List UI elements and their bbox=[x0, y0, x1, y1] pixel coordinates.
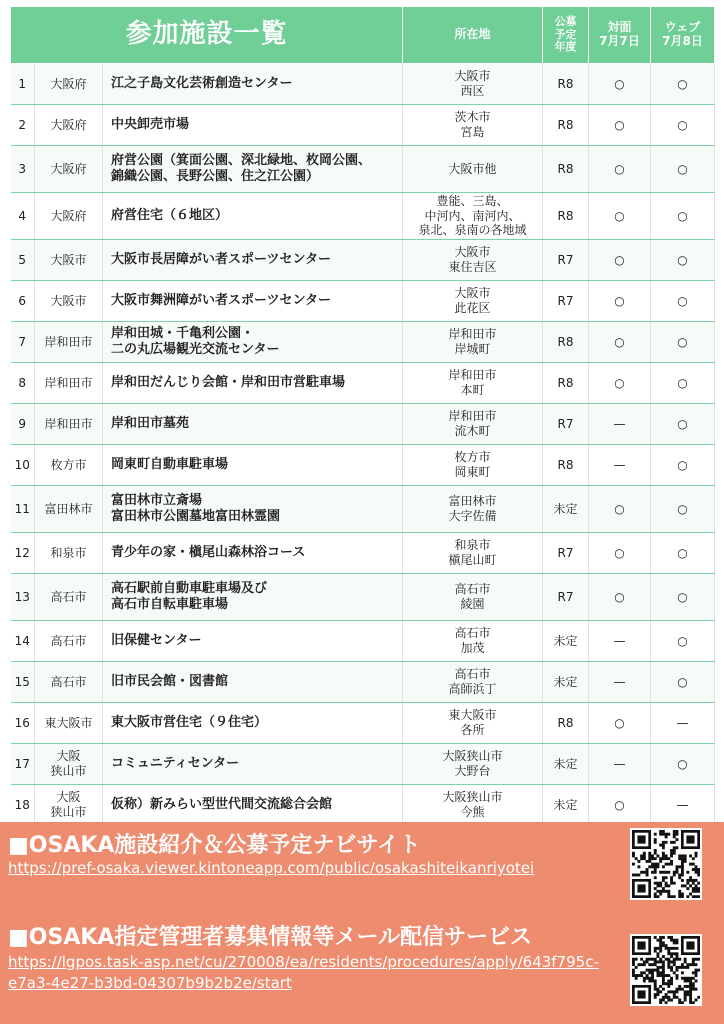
row-facility-name: 旧保健センター bbox=[103, 621, 403, 662]
row-number: 7 bbox=[11, 322, 35, 363]
row-number: 9 bbox=[11, 404, 35, 445]
row-facility-name: 岸和田城・千亀利公園・ 二の丸広場観光交流センター bbox=[103, 322, 403, 363]
row-in-person-mark: — bbox=[589, 621, 651, 662]
row-location: 東大阪市 各所 bbox=[403, 703, 543, 744]
row-web-mark: ○ bbox=[651, 64, 715, 105]
row-number: 16 bbox=[11, 703, 35, 744]
row-in-person-mark: ○ bbox=[589, 281, 651, 322]
row-government: 高石市 bbox=[35, 574, 103, 621]
row-government: 大阪市 bbox=[35, 281, 103, 322]
row-web-mark: ○ bbox=[651, 486, 715, 533]
row-recruitment-year: 未定 bbox=[543, 621, 589, 662]
row-in-person-mark: ○ bbox=[589, 64, 651, 105]
row-number: 4 bbox=[11, 193, 35, 240]
row-web-mark: ○ bbox=[651, 322, 715, 363]
row-number: 5 bbox=[11, 240, 35, 281]
row-government: 大阪 狭山市 bbox=[35, 744, 103, 785]
row-in-person-mark: ○ bbox=[589, 703, 651, 744]
row-location: 大阪狭山市 今熊 bbox=[403, 785, 543, 826]
row-in-person-mark: — bbox=[589, 404, 651, 445]
row-number: 18 bbox=[11, 785, 35, 826]
table-row bbox=[11, 64, 715, 105]
row-recruitment-year: R8 bbox=[543, 322, 589, 363]
row-facility-name: 江之子島文化芸術創造センター bbox=[103, 64, 403, 105]
row-number: 14 bbox=[11, 621, 35, 662]
row-facility-name: 富田林市立斎場 富田林市公園墓地富田林霊園 bbox=[103, 486, 403, 533]
row-web-mark: ○ bbox=[651, 240, 715, 281]
row-web-mark: ○ bbox=[651, 363, 715, 404]
row-in-person-mark: ○ bbox=[589, 146, 651, 193]
table-row bbox=[11, 662, 715, 703]
row-government: 東大阪市 bbox=[35, 703, 103, 744]
row-facility-name: コミュニティセンター bbox=[103, 744, 403, 785]
row-facility-name: 府営公園（箕面公園、深北緑地、枚岡公園、 錦織公園、長野公園、住之江公園） bbox=[103, 146, 403, 193]
row-in-person-mark: ○ bbox=[589, 486, 651, 533]
table-header-row bbox=[11, 7, 715, 64]
row-web-mark: ○ bbox=[651, 744, 715, 785]
row-web-mark: ○ bbox=[651, 193, 715, 240]
row-location: 岸和田市 本町 bbox=[403, 363, 543, 404]
row-location: 茨木市 宮島 bbox=[403, 105, 543, 146]
table-row bbox=[11, 281, 715, 322]
row-location: 豊能、三島、 中河内、南河内、 泉北、泉南の各地域 bbox=[403, 193, 543, 240]
mail-service-link[interactable]: https://lgpos.task-asp.net/cu/270008/ea/residents/procedures/apply/643f795c-e7a3-4e27-b3bd-04307b9b2b2e/start bbox=[8, 953, 599, 992]
location-header: 所在地 bbox=[403, 7, 543, 64]
row-recruitment-year: R8 bbox=[543, 445, 589, 486]
row-recruitment-year: 未定 bbox=[543, 785, 589, 826]
facility-table bbox=[10, 6, 715, 826]
row-location: 高石市 高師浜丁 bbox=[403, 662, 543, 703]
row-web-mark: ○ bbox=[651, 105, 715, 146]
row-government: 岸和田市 bbox=[35, 404, 103, 445]
row-location: 大阪市他 bbox=[403, 146, 543, 193]
navi-site-title: ■OSAKA施設紹介＆公募予定ナビサイト bbox=[8, 833, 421, 858]
row-web-mark: ○ bbox=[651, 146, 715, 193]
row-location: 枚方市 岡東町 bbox=[403, 445, 543, 486]
row-location: 大阪狭山市 大野台 bbox=[403, 744, 543, 785]
row-number: 3 bbox=[11, 146, 35, 193]
row-location: 高石市 綾園 bbox=[403, 574, 543, 621]
row-web-mark: ○ bbox=[651, 533, 715, 574]
row-number: 8 bbox=[11, 363, 35, 404]
table-row bbox=[11, 445, 715, 486]
row-recruitment-year: R8 bbox=[543, 146, 589, 193]
row-in-person-mark: ○ bbox=[589, 322, 651, 363]
row-in-person-mark: — bbox=[589, 445, 651, 486]
row-facility-name: 府営住宅（６地区） bbox=[103, 193, 403, 240]
row-in-person-mark: ○ bbox=[589, 105, 651, 146]
table-row bbox=[11, 193, 715, 240]
row-facility-name: 仮称）新みらい型世代間交流総合会館 bbox=[103, 785, 403, 826]
row-recruitment-year: R8 bbox=[543, 105, 589, 146]
table-row bbox=[11, 703, 715, 744]
row-facility-name: 大阪市舞洲障がい者スポーツセンター bbox=[103, 281, 403, 322]
table-row bbox=[11, 621, 715, 662]
row-recruitment-year: R7 bbox=[543, 404, 589, 445]
row-web-mark: — bbox=[651, 785, 715, 826]
row-recruitment-year: R8 bbox=[543, 703, 589, 744]
row-location: 岸和田市 流木町 bbox=[403, 404, 543, 445]
row-in-person-mark: — bbox=[589, 744, 651, 785]
recruitment-year-header: 公募 予定 年度 bbox=[543, 7, 589, 64]
row-facility-name: 中央卸売市場 bbox=[103, 105, 403, 146]
web-header: ウェブ 7月8日 bbox=[651, 7, 715, 64]
row-government: 大阪府 bbox=[35, 64, 103, 105]
row-web-mark: ○ bbox=[651, 621, 715, 662]
table-row bbox=[11, 574, 715, 621]
table-row bbox=[11, 146, 715, 193]
table-row bbox=[11, 785, 715, 826]
row-web-mark: — bbox=[651, 703, 715, 744]
row-government: 大阪 狭山市 bbox=[35, 785, 103, 826]
in-person-header: 対面 7月7日 bbox=[589, 7, 651, 64]
table-row bbox=[11, 322, 715, 363]
row-number: 10 bbox=[11, 445, 35, 486]
table-row bbox=[11, 240, 715, 281]
row-number: 1 bbox=[11, 64, 35, 105]
row-number: 12 bbox=[11, 533, 35, 574]
row-facility-name: 青少年の家・槇尾山森林浴コース bbox=[103, 533, 403, 574]
table-row bbox=[11, 533, 715, 574]
row-recruitment-year: R8 bbox=[543, 64, 589, 105]
table-row bbox=[11, 363, 715, 404]
table-row bbox=[11, 105, 715, 146]
table-row bbox=[11, 404, 715, 445]
row-in-person-mark: ○ bbox=[589, 193, 651, 240]
row-government: 岸和田市 bbox=[35, 363, 103, 404]
row-government: 富田林市 bbox=[35, 486, 103, 533]
row-location: 高石市 加茂 bbox=[403, 621, 543, 662]
row-government: 高石市 bbox=[35, 662, 103, 703]
navi-qr-code bbox=[630, 828, 702, 900]
row-recruitment-year: 未定 bbox=[543, 744, 589, 785]
row-facility-name: 岸和田だんじり会館・岸和田市営駐車場 bbox=[103, 363, 403, 404]
row-in-person-mark: ○ bbox=[589, 574, 651, 621]
row-in-person-mark: — bbox=[589, 662, 651, 703]
row-web-mark: ○ bbox=[651, 574, 715, 621]
row-facility-name: 大阪市長居障がい者スポーツセンター bbox=[103, 240, 403, 281]
row-location: 大阪市 此花区 bbox=[403, 281, 543, 322]
row-recruitment-year: 未定 bbox=[543, 486, 589, 533]
row-recruitment-year: R8 bbox=[543, 363, 589, 404]
row-number: 11 bbox=[11, 486, 35, 533]
row-in-person-mark: ○ bbox=[589, 785, 651, 826]
row-government: 和泉市 bbox=[35, 533, 103, 574]
row-facility-name: 岡東町自動車駐車場 bbox=[103, 445, 403, 486]
row-government: 高石市 bbox=[35, 621, 103, 662]
row-recruitment-year: R7 bbox=[543, 533, 589, 574]
row-in-person-mark: ○ bbox=[589, 533, 651, 574]
row-location: 岸和田市 岸城町 bbox=[403, 322, 543, 363]
row-government: 大阪市 bbox=[35, 240, 103, 281]
row-location: 大阪市 西区 bbox=[403, 64, 543, 105]
row-facility-name: 東大阪市営住宅（９住宅） bbox=[103, 703, 403, 744]
row-number: 13 bbox=[11, 574, 35, 621]
row-government: 大阪府 bbox=[35, 146, 103, 193]
row-location: 大阪市 東住吉区 bbox=[403, 240, 543, 281]
row-number: 17 bbox=[11, 744, 35, 785]
row-facility-name: 高石駅前自動車駐車場及び 高石市自転車駐車場 bbox=[103, 574, 403, 621]
mail-qr-code bbox=[630, 934, 702, 1006]
row-recruitment-year: R7 bbox=[543, 240, 589, 281]
row-government: 枚方市 bbox=[35, 445, 103, 486]
row-facility-name: 旧市民会館・図書館 bbox=[103, 662, 403, 703]
row-government: 大阪府 bbox=[35, 105, 103, 146]
row-number: 2 bbox=[11, 105, 35, 146]
row-web-mark: ○ bbox=[651, 445, 715, 486]
row-in-person-mark: ○ bbox=[589, 363, 651, 404]
row-recruitment-year: R8 bbox=[543, 193, 589, 240]
footer-panel bbox=[0, 822, 724, 1024]
row-recruitment-year: 未定 bbox=[543, 662, 589, 703]
navi-site-link[interactable]: https://pref-osaka.viewer.kintoneapp.com/public/osakashiteikanriyotei bbox=[8, 859, 535, 877]
table-row bbox=[11, 744, 715, 785]
row-recruitment-year: R7 bbox=[543, 574, 589, 621]
row-number: 6 bbox=[11, 281, 35, 322]
row-web-mark: ○ bbox=[651, 404, 715, 445]
row-location: 和泉市 槇尾山町 bbox=[403, 533, 543, 574]
row-government: 大阪府 bbox=[35, 193, 103, 240]
row-number: 15 bbox=[11, 662, 35, 703]
row-location: 富田林市 大字佐備 bbox=[403, 486, 543, 533]
table-body bbox=[11, 64, 715, 826]
table-row bbox=[11, 486, 715, 533]
row-recruitment-year: R7 bbox=[543, 281, 589, 322]
row-government: 岸和田市 bbox=[35, 322, 103, 363]
row-facility-name: 岸和田市墓苑 bbox=[103, 404, 403, 445]
mail-service-title: ■OSAKA指定管理者募集情報等メール配信サービス bbox=[8, 925, 532, 950]
row-web-mark: ○ bbox=[651, 281, 715, 322]
row-in-person-mark: ○ bbox=[589, 240, 651, 281]
row-web-mark: ○ bbox=[651, 662, 715, 703]
page-title: 参加施設一覧 bbox=[11, 7, 403, 64]
